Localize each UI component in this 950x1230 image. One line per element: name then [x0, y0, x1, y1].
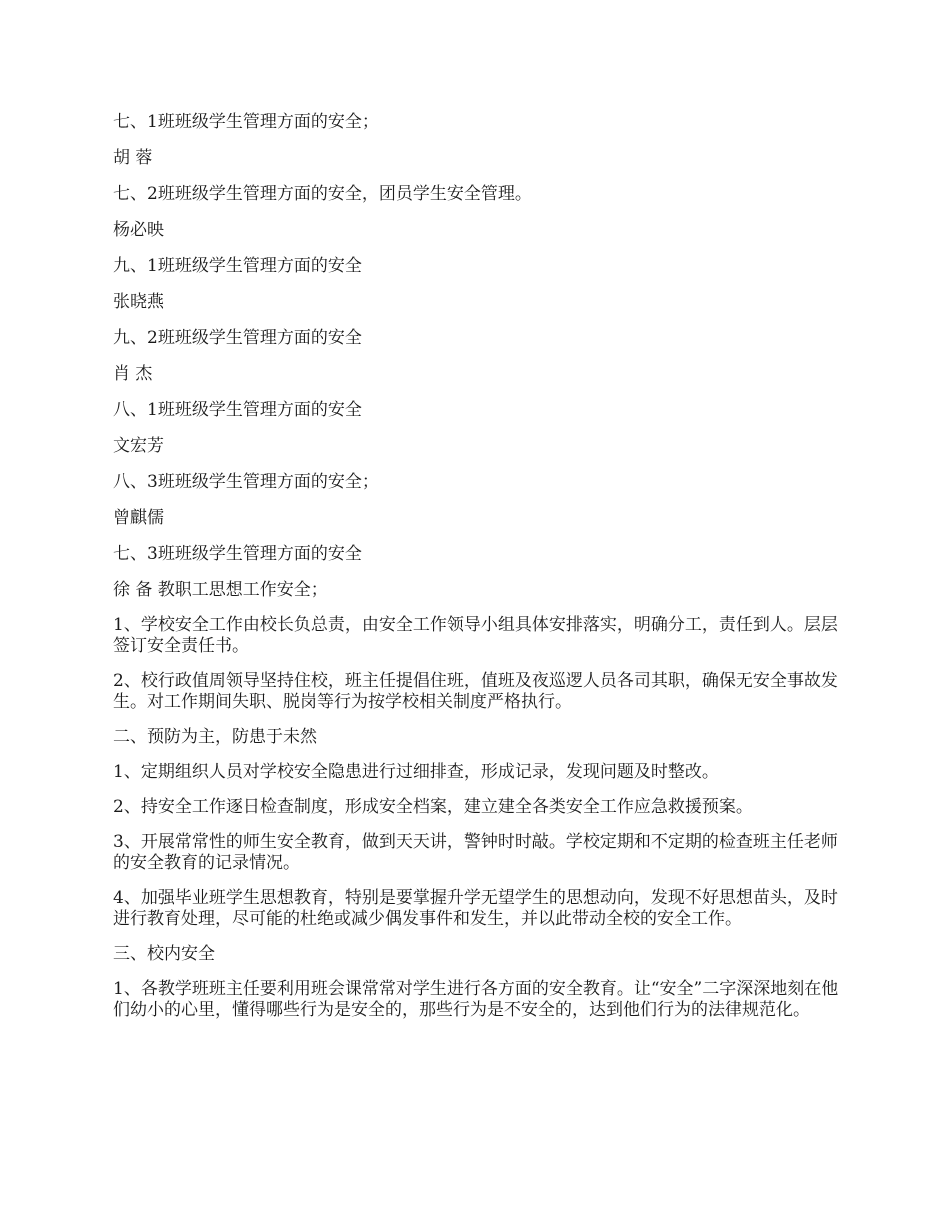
paragraph-item-2: 2、校行政值周领导坚持住校，班主任提倡住班，值班及夜巡逻人员各司其职，确保无安全事故发生。对工作期间失职、脱岗等行为按学校相关制度严格执行。 — [113, 671, 838, 712]
paragraph-name-wen-hongfang: 文宏芳 — [113, 436, 164, 456]
paragraph-class-7-1: 七、1班班级学生管理方面的安全； — [113, 112, 379, 132]
paragraph-class-9-1: 九、1班班级学生管理方面的安全 — [113, 256, 362, 276]
paragraph-class-8-1: 八、1班班级学生管理方面的安全 — [113, 400, 362, 420]
paragraph-name-zhang-xiaoyan: 张晓燕 — [113, 292, 164, 312]
paragraph-prevention-3: 3、开展常常性的师生安全教育，做到天天讲，警钟时时敲。学校定期和不定期的检查班主任老师的安全教育的记录情况。 — [113, 832, 838, 873]
paragraph-prevention-2: 2、持安全工作逐日检查制度，形成安全档案，建立建全各类安全工作应急救援预案。 — [113, 797, 753, 817]
section-heading-prevention: 二、预防为主，防患于未然 — [113, 727, 317, 747]
section-heading-campus-safety: 三、校内安全 — [113, 944, 215, 964]
paragraph-class-7-3: 七、3班班级学生管理方面的安全 — [113, 544, 362, 564]
paragraph-name-xiao-jie: 肖 杰 — [113, 364, 153, 384]
paragraph-class-7-2: 七、2班班级学生管理方面的安全，团员学生安全管理。 — [113, 184, 532, 204]
paragraph-name-xu-bei: 徐 备 教职工思想工作安全； — [113, 580, 328, 600]
paragraph-name-yang-biying: 杨必映 — [113, 220, 164, 240]
paragraph-class-8-3: 八、3班班级学生管理方面的安全； — [113, 472, 379, 492]
paragraph-name-zeng-qiru: 曾麒儒 — [113, 508, 164, 528]
paragraph-prevention-1: 1、定期组织人员对学校安全隐患进行过细排查，形成记录，发现问题及时整改。 — [113, 762, 719, 782]
paragraph-class-9-2: 九、2班班级学生管理方面的安全 — [113, 328, 362, 348]
paragraph-campus-1: 1、各教学班班主任要利用班会课常常对学生进行各方面的安全教育。让“安全”二字深深地刻在他们幼小的心里，懂得哪些行为是安全的，那些行为是不安全的，达到他们行为的法律规范化。 — [113, 979, 839, 1020]
paragraph-prevention-4: 4、加强毕业班学生思想教育，特别是要掌握升学无望学生的思想动向，发现不好思想苗头，及时进行教育处理，尽可能的杜绝或减少偶发事件和发生，并以此带动全校的安全工作。 — [113, 888, 838, 929]
paragraph-item-1: 1、学校安全工作由校长负总责，由安全工作领导小组具体安排落实，明确分工，责任到人。层层签订安全责任书。 — [113, 615, 838, 656]
paragraph-name-hu-rong: 胡 蓉 — [113, 148, 153, 168]
document-body — [113, 112, 843, 1035]
